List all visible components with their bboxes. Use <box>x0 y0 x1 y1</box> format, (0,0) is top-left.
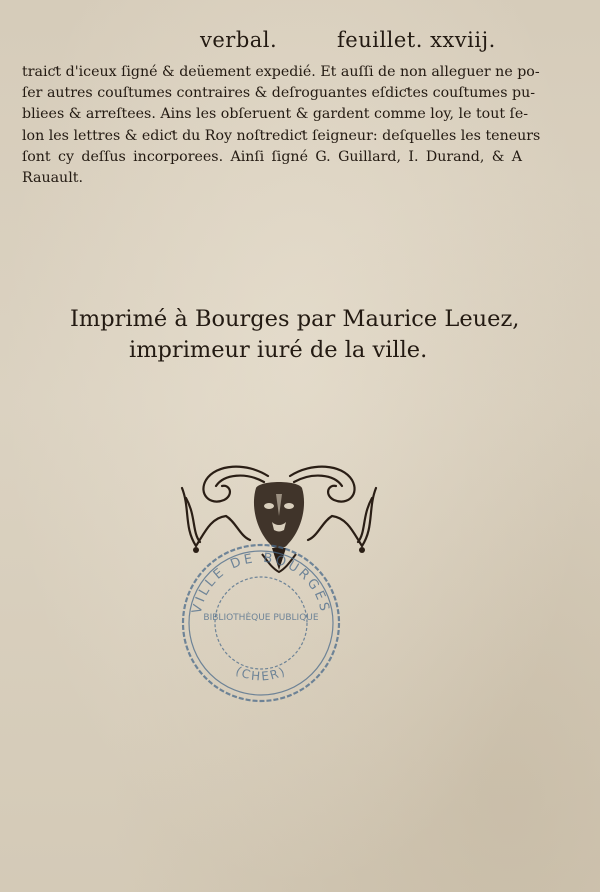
library-stamp-icon <box>178 540 344 706</box>
body-line: lon les lettres & ediƈt du Roy noſtrediƈt ſeigneur: deſquelles les teneurs <box>22 127 541 144</box>
running-head-left: verbal. <box>200 28 278 52</box>
running-head <box>0 28 600 58</box>
body-line: bliees & arreſtees. Ains les obſeruent & gardent comme loy, le tout ſe- <box>22 106 529 123</box>
running-head-folio: feuillet. xxviij. <box>337 28 496 52</box>
colophon-line-title: imprimeur iuré de la ville. <box>129 337 428 363</box>
svg-text:(CHER) <box>233 664 288 684</box>
body-line: Rauault. <box>22 170 83 187</box>
stamp-center-text: BIBLIOTHÈQUE PUBLIQUE <box>203 613 319 623</box>
colophon-line-printer: Imprimé à Bourges par Maurice Leuez, <box>70 306 520 332</box>
stamp-ring-text: VILLE DE BOURGES <box>189 550 333 616</box>
body-line: traiƈt d'iceux ſigné & deüement expedié. Et auſſi de non alleguer ne po- <box>22 64 540 80</box>
svg-text:VILLE DE BOURGES <box>190 551 333 615</box>
body-line: ſer autres couſtumes contraires & deſroguantes eſdiƈtes couſtumes pu- <box>22 85 535 102</box>
body-paragraph <box>22 62 541 189</box>
stamp-bottom-text: (CHER) <box>233 663 289 684</box>
body-line: ſont cy deſſus incorporees. Ainſi ſigné G. Guillard, I. Durand, & A <box>22 148 522 165</box>
